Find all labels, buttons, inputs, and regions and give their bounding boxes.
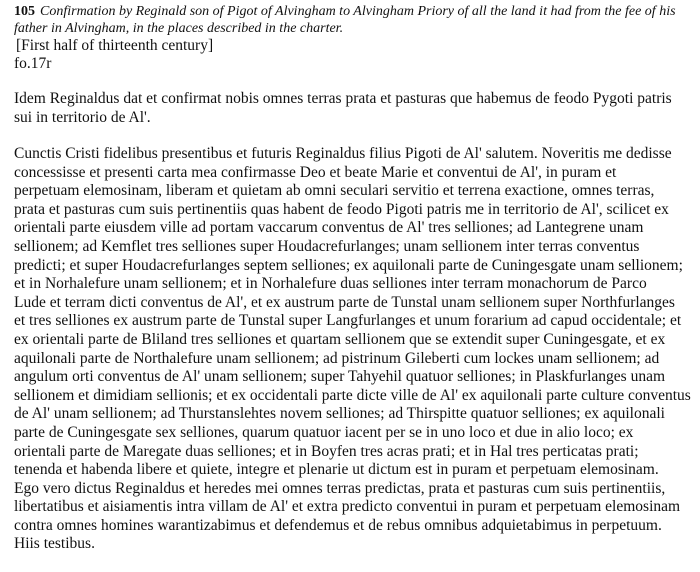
charter-text-line: aquilonali parte de Northalefure unam sellionem; ad pistrinum Gileberti cum lockes unam sellionem; ad	[14, 349, 660, 367]
charter-text-line: ex orientali parte de Bliland tres selliones et quartam sellionem que se extendit super Cuningesgate, et ex	[14, 330, 666, 348]
charter-text-line: contra omnes homines warantizabimus et defendemus et de rebus omnibus adquietabimus in perpetuum.	[14, 516, 662, 534]
charter-text-line: sellionem; ad Kemflet tres selliones super Houdacrefurlanges; unam sellionem inter terras conventus	[14, 237, 640, 255]
charter-text-line: angulum orti conventus de Al' unam sellionem; super Tahyehil quatuor selliones; in Plaskfurlanges unam	[14, 368, 666, 386]
summary-line: sui in territorio de Al'.	[14, 108, 151, 126]
charter-text-line: prata et pasturas cum suis pertinentiis quas habent de feodo Pigoti patris me in territorio de Al', scilicet ex	[14, 200, 669, 218]
charter-text-line: predicti; et super Houdacrefurlanges septem selliones; ex aquilonali parte de Cuningesgate unam sellionem;	[14, 256, 683, 274]
charter-heading	[14, 3, 684, 37]
charter-date: [First half of thirteenth century]	[16, 37, 214, 54]
charter-text-line: tenenda et habenda libere et quiete, integre et plenarie ut dictum est in puram et perpetuam elemosinam.	[14, 461, 659, 479]
charter-text-line: parte de Cuningesgate sex selliones, quarum quatuor iacent per se in uno loco et due in alio loco; ex	[14, 423, 634, 441]
charter-number: 105	[14, 4, 35, 19]
charter-text-line: perpetuam elemosinam, liberam et quietam ab omni seculari servitio et terrena exactione, omnes terras,	[14, 182, 655, 200]
charter-text-line: Hiis testibus.	[14, 535, 95, 553]
charter-text-line: orientali parte eiusdem ville ad portam vaccarum conventus de Al' tres selliones; ad Lantegrene unam	[14, 219, 644, 237]
charter-folio: fo.17r	[14, 55, 52, 72]
charter-text-line: orientali parte de Maregate duas selliones; et in Boyfen tres acras prati; et in Hal tres perticatas prati;	[14, 442, 639, 460]
charter-summary	[14, 90, 684, 127]
charter-text-line: et tres selliones ex austrum parte de Tunstal super Langfurlanges et unum forarium ad capud occidentale; et	[14, 312, 682, 330]
charter-title-line-2: father in Alvingham, in the places described in the charter.	[14, 21, 344, 36]
charter-text-line: de Al' unam sellionem; ad Thurstanslehtes novem selliones; ad Thirspitte quatuor selliones; ex aquilonali	[14, 405, 665, 423]
charter-text-line: et in Norhalefure unam sellionem; et in Norhalefure duas selliones inter terram monachorum de Parco	[14, 275, 647, 293]
charter-text-line: concessisse et presenti carta mea confirmasse Deo et beate Marie et conventui de Al', in puram et	[14, 163, 617, 181]
summary-line: Idem Reginaldus dat et confirmat nobis omnes terras prata et pasturas que habemus de feodo Pygoti patris	[14, 90, 672, 107]
charter-text-line: Lude et terram dicti conventus de Al', et ex austrum parte de Tunstal unam sellionem super Northfurlanges	[14, 293, 675, 311]
charter-text-line: Ego vero dictus Reginaldus et heredes mei omnes terras predictas, prata et pasturas cum suis pertinentiis,	[14, 479, 666, 497]
charter-text-line: Cunctis Cristi fidelibus presentibus et futuris Reginaldus filius Pigoti de Al' salutem. Noveritis me dedisse	[14, 145, 672, 162]
charter-text	[14, 145, 691, 554]
charter-text-line: libertatibus et aisiamentis intra villam de Al' et extra predicto conventui in puram et perpetuam elemosinam	[14, 498, 681, 516]
charter-text-line: sellionem et dimidiam sellionis; et ex occidentali parte dicte ville de Al' ex aquilonali parte culture conventus	[14, 386, 691, 404]
charter-title-line-1: Confirmation by Reginald son of Pigot of Alvingham to Alvingham Priory of all the land it had from the fee of his	[40, 4, 676, 19]
